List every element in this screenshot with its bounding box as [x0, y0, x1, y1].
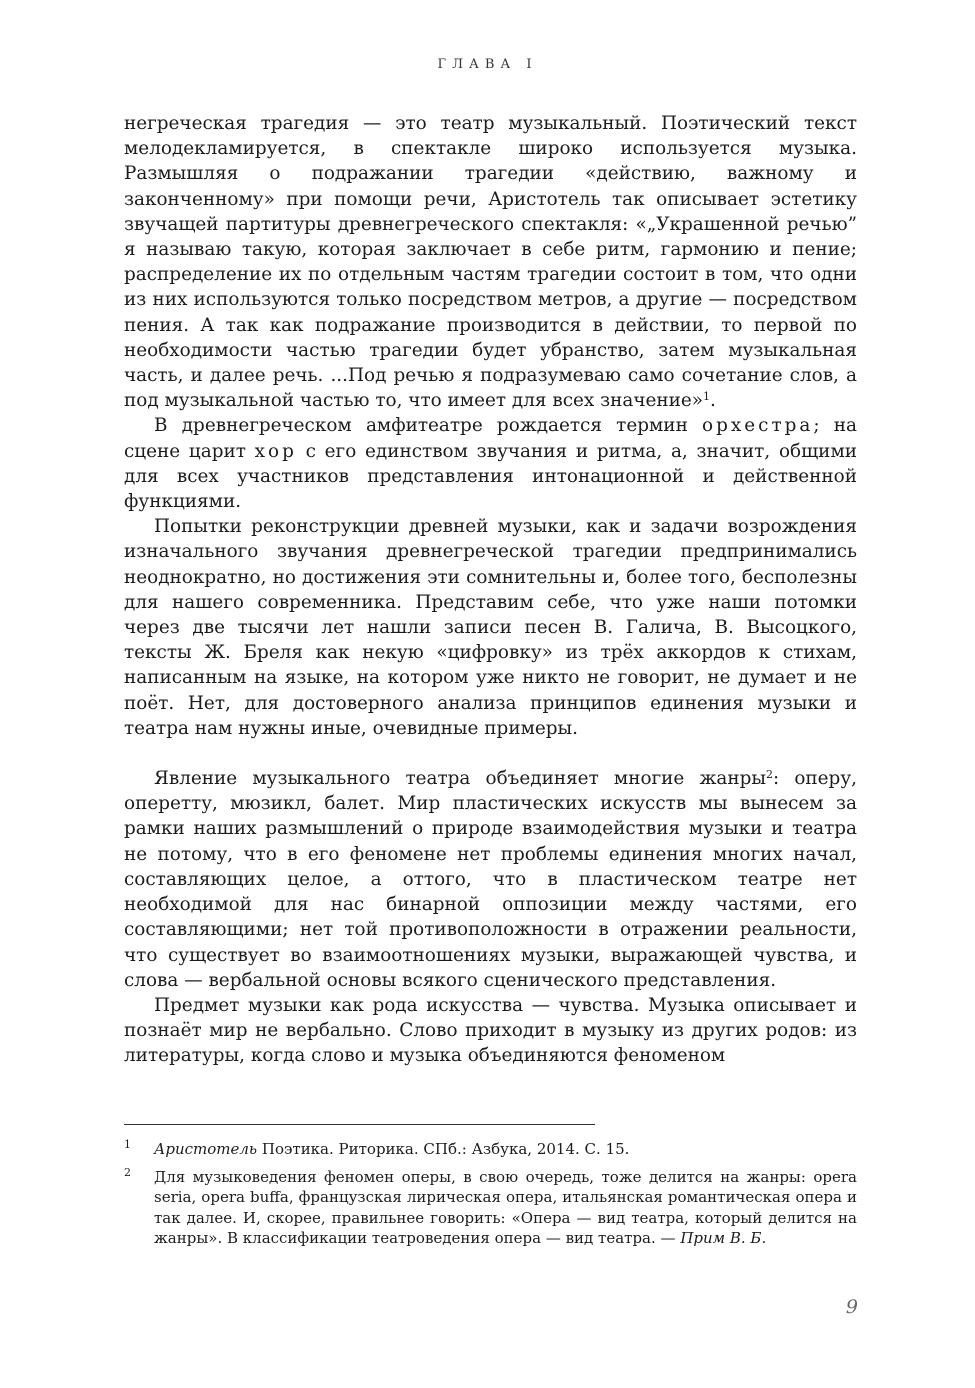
paragraph-4-text-a: Явление музыкального театра объединяет многие жанры	[154, 768, 766, 790]
paragraph-1-end: .	[710, 390, 716, 412]
paragraph-2-text-a: В древнегреческом амфитеатре рождается термин	[154, 415, 703, 437]
term-chorus: хор	[254, 440, 297, 462]
footnote-2-note-author: Прим В. Б.	[680, 1229, 767, 1247]
footnote-2-mark: 2	[124, 1165, 131, 1179]
footnote-ref-2[interactable]: 2	[766, 768, 773, 782]
paragraph-4	[124, 766, 857, 993]
paragraph-1	[124, 111, 857, 413]
paragraph-5	[124, 993, 857, 1069]
paragraph-2-text-b: ; на сцене царит	[124, 415, 858, 462]
paragraph-2-text-c: с его единством звучания и ритма, а, значит, общими для всех участников представления интонационной и действенной функциями.	[124, 440, 858, 513]
footnote-divider	[124, 1124, 595, 1125]
footnote-1-mark: 1	[124, 1138, 131, 1151]
paragraph-2	[124, 413, 857, 514]
running-head: ГЛАВА I	[437, 57, 538, 72]
footnotes	[124, 1139, 857, 1256]
page-number: 9	[845, 1296, 858, 1318]
footnote-1-author: Аристотель	[154, 1140, 258, 1158]
main-text	[124, 111, 857, 1069]
paragraph-3-text: Попытки реконструкции древней музыки, как и задачи возрождения изначального звучания древнегреческой трагедии предпринимались неоднократно, но достижения эти сомнительны и, более того, бесполезны для нашего современника. Представим себе, что уже наши потомки через две тысячи лет нашли записи песен В. Галича, В. Высоцкого, тексты Ж. Бреля как некую «цифровку» из трёх аккордов к стихам, написанным на языке, на котором уже никто не говорит, не думает и не поёт. Нет, для достоверного анализа принципов единения музыки и театра нам нужны иные, очевидные примеры.	[124, 516, 857, 739]
footnote-2-text: Для музыковедения феномен оперы, в свою очередь, тоже делится на жанры: opera seria, opera buffa, французская лирическая опера, итальянская романтическая опера и так далее. И, скорее, правильнее говорить: «Опера — вид театра, который делится на жанры». В классификации театроведения опера — вид театра. —	[154, 1167, 857, 1247]
footnote-1-text: Поэтика. Риторика. СПб.: Азбука, 2014. С. 15.	[257, 1140, 630, 1158]
paragraph-4-text-b: : оперу, оперетту, мюзикл, балет. Мир пластических искусств мы вынесем за рамки наших размышлений о природе взаимодействия музыки и театра не потому, что в его феномене нет проблемы единения многих начал, составляющих целое, а оттого, что в пластическом театре нет необходимой для нас бинарной оппозиции между частями, его составляющими; нет той противоположности в отражении реальности, что существует во взаимоотношениях музыки, выражающей чувства, и слова — вербальной основы всякого сценического представления.	[124, 768, 857, 991]
footnote-2	[124, 1167, 857, 1249]
paragraph-1-text: негреческая трагедия — это театр музыкальный. Поэтический текст мелодекламируется, в спектакле широко используется музыка. Размышляя о подражании трагедии «действию, важному и законченному» при помощи речи, Аристотель так описывает эстетику звучащей партитуры древнегреческого спектакля: «„Украшенной речью” я называю такую, которая заключает в себе ритм, гармонию и пение; распределение их по отдельным частям трагедии состоит в том, что одни из них используются только посредством метров, а другие — посредством пения. А так как подражание производится в действии, то первой по необходимости частью трагедии будет убранство, затем музыкальная часть, и далее речь. ...Под речью я подразумеваю само сочетание слов, а под музыкальной частью то, что имеет для всех значение»	[124, 113, 857, 412]
term-orchestra: орхестра	[702, 415, 814, 437]
footnote-ref-1[interactable]: 1	[703, 390, 711, 404]
footnote-1	[124, 1139, 857, 1160]
paragraph-3	[124, 514, 857, 741]
paragraph-5-text: Предмет музыки как рода искусства — чувства. Музыка описывает и познаёт мир не вербально. Слово приходит в музыку из других родов: из литературы, когда слово и музыка объединяются феноменом	[124, 994, 857, 1067]
